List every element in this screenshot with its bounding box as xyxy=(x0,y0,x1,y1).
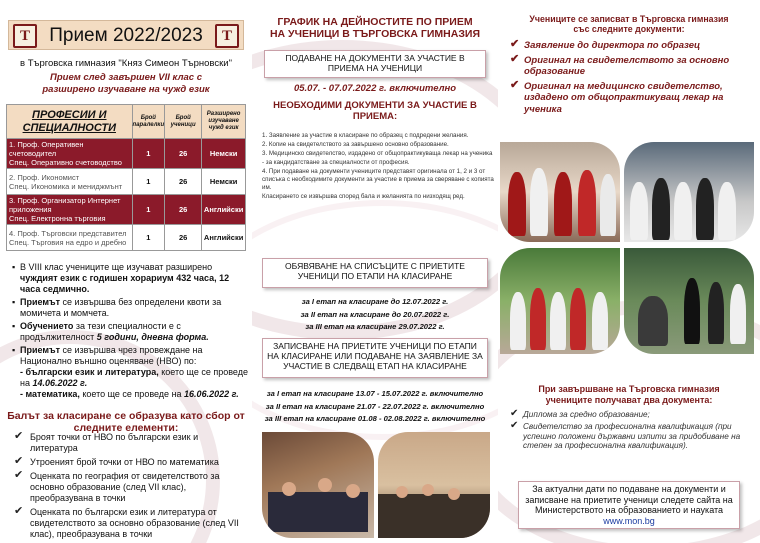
list-item xyxy=(12,262,248,295)
info-text-bold: Обучението xyxy=(20,321,74,331)
checkmark-icon: ✔ xyxy=(510,38,520,50)
exam-date: 16.06.2022 г. xyxy=(184,389,239,399)
announcement-stages xyxy=(252,296,498,334)
exam-subject: - математика, xyxy=(20,389,80,399)
checkmark-icon: ✔ xyxy=(510,52,520,65)
info-text: се извършва без определени квоти за момичета и момчета. xyxy=(20,297,222,318)
profession-name: 4. Проф. Търговски представител xyxy=(9,228,127,238)
list-item xyxy=(14,457,248,468)
table-row xyxy=(7,225,246,251)
list-item xyxy=(14,471,248,504)
table-header-classes: Брой паралелки xyxy=(132,105,165,139)
info-text-bold: Приемът xyxy=(20,297,61,307)
student-figure xyxy=(600,174,616,236)
list-item xyxy=(510,78,754,116)
student-figure xyxy=(696,178,714,240)
graduation-item-text: Диплома за средно образование; xyxy=(523,410,650,419)
checkmark-icon: ✔ xyxy=(510,419,519,431)
ministry-info-text: За актуални дати по подаване на документи и записване на приетите ученици следете сайта на Министерството на образованието и науката xyxy=(525,484,733,515)
student-figure xyxy=(550,292,566,350)
info-text: за тези специалности е с продължителност xyxy=(20,321,181,342)
enrollment-item-text: Оригинал на свидетелството за основно образование xyxy=(524,54,730,77)
stage-date: за II етап на класиране до 20.07.2022 г. xyxy=(300,309,450,319)
student-figure xyxy=(578,170,596,236)
crowd xyxy=(378,494,490,538)
score-item-text: Оценката по география от свидетелството за основно образование (след VII клас), преобразувана в точки xyxy=(30,471,220,503)
list-item xyxy=(510,52,754,78)
stage-date: за I етап на класиране до 12.07.2022 г. xyxy=(301,297,449,306)
graduation-heading-line: При завършване на Търговска гимназия xyxy=(538,384,720,394)
students-cell: 26 xyxy=(165,195,202,225)
list-item: 1. Заявление за участие в класиране по образец с подредени желания. xyxy=(262,132,469,139)
classroom-photo xyxy=(262,432,374,538)
list-item: Класирането се извършва според бала и желанията по низходящ ред. xyxy=(262,193,465,201)
student-figure xyxy=(530,168,548,236)
profession-cell xyxy=(7,195,133,225)
list-item: 3. Медицинско свидетелство, издадено от общопрактикуваща лекар на ученика - за кандидатстване за специалности от професия. xyxy=(262,150,493,166)
checkmark-icon: ✔ xyxy=(14,469,24,481)
professions-table xyxy=(6,104,246,251)
folk-costume-photo xyxy=(500,142,620,242)
stage-date: за III етап на класиране 01.08 - 02.08.2022 г. включително xyxy=(264,414,486,423)
enrollment-docs-list xyxy=(510,40,754,118)
student-figure xyxy=(508,172,526,236)
student-figure xyxy=(674,182,692,240)
list-item: 4. При подаване на документи учениците представят оригинала от 1, 2 и 3 от списъка с необходимите документи за участие в приема за сверяване с копията им. xyxy=(262,167,494,192)
list-item: 2. Копие на свидетелството за завършено основно образование. xyxy=(262,141,449,149)
student-figure xyxy=(396,486,408,498)
page-title: Прием 2022/2023 xyxy=(49,25,203,46)
profession-name: 1. Проф. Оперативен счетоводител xyxy=(9,140,84,158)
ministry-link[interactable]: www.mon.bg xyxy=(603,515,655,526)
outdoor-students-photo xyxy=(500,248,620,354)
enrollment-docs-heading xyxy=(498,14,760,34)
info-text: което ще се проведе на xyxy=(79,389,185,399)
classes-cell: 1 xyxy=(132,195,165,225)
enrollment-item-text: Заявление до директора по образец xyxy=(524,40,701,51)
students-cell: 26 xyxy=(165,169,202,195)
book-logo-icon: Т xyxy=(215,24,239,48)
graduation-heading-line: учениците получават два документа: xyxy=(545,395,713,405)
enrollment-stages xyxy=(252,388,498,426)
schedule-title-line: НА УЧЕНИЦИ В ТЪРГОВСКА ГИМНАЗИЯ xyxy=(269,28,481,40)
info-text: което ще се проведе на xyxy=(20,367,248,388)
students-cell: 26 xyxy=(165,139,202,169)
book-logo-icon: Т xyxy=(13,24,37,48)
schedule-title-line: ГРАФИК НА ДЕЙНОСТИТЕ ПО ПРИЕМ xyxy=(277,16,473,28)
graduation-heading xyxy=(498,384,760,406)
group-photo xyxy=(624,142,754,242)
student-figure xyxy=(448,488,460,500)
info-text-bold: Приемът xyxy=(20,345,61,355)
checkmark-icon: ✔ xyxy=(14,505,24,517)
table-header-language: Разширено изучаване чужд език xyxy=(202,105,246,139)
lists-announcement-box: ОБЯВЯВАНЕ НА СПИСЪЦИТЕ С ПРИЕТИТЕ УЧЕНИЦИ ПО ЕТАПИ НА КЛАСИРАНЕ xyxy=(262,258,488,288)
info-text: В VIII клас учениците ще изучават разширено xyxy=(20,262,213,272)
score-item-text: Утроеният брой точки от НВО по математика xyxy=(30,457,219,467)
checkmark-icon: ✔ xyxy=(510,78,520,91)
table-row xyxy=(7,169,246,195)
list-item xyxy=(12,297,248,319)
photographer-figure xyxy=(638,296,668,346)
checkmark-icon: ✔ xyxy=(14,455,24,467)
right-column xyxy=(498,0,760,543)
student-figure xyxy=(652,178,670,240)
graduation-item-text: Свидетелство за професионална квалификация (при успешно положени държавни изпити за придобиване на степен за професионална квалификация). xyxy=(523,421,741,451)
exam-subject: - български език и литература, xyxy=(20,367,159,377)
score-item-text: Оценката по български език и литература от свидетелството за основно образование (след VII клас), преобразувана в точки xyxy=(30,507,239,539)
profession-cell xyxy=(7,169,133,195)
submit-documents-box: ПОДАВАНЕ НА ДОКУМЕНТИ ЗА УЧАСТИЕ В ПРИЕМА НА УЧЕНИЦИ xyxy=(264,50,486,78)
middle-column xyxy=(252,0,498,543)
checkmark-icon: ✔ xyxy=(14,430,24,442)
language-cell: Английски xyxy=(202,225,246,251)
title-banner xyxy=(8,20,244,50)
school-name: в Търговска гимназия "Княз Симеон Търновски" xyxy=(20,58,232,69)
specialty-name: Спец. Икономика и мениджмънт xyxy=(9,181,123,191)
schedule-title xyxy=(252,16,498,40)
enrollment-box: ЗАПИСВАНЕ НА ПРИЕТИТЕ УЧЕНИЦИ ПО ЕТАПИ НА КЛАСИРАНЕ ИЛИ ПОДАВАНЕ НА ЗАЯВЛЕНИЕ ЗА УЧАСТИЕ В СЛЕДВАЩ ЕТАП НА КЛАСИРАНЕ xyxy=(262,338,488,378)
student-figure xyxy=(730,284,746,344)
list-item xyxy=(14,432,248,454)
computer-desk xyxy=(268,492,368,532)
student-figure xyxy=(346,484,360,498)
student-figure xyxy=(718,182,736,240)
language-cell: Английски xyxy=(202,195,246,225)
table-header-professions: ПРОФЕСИИ И СПЕЦИАЛНОСТИ xyxy=(7,105,133,139)
student-figure xyxy=(570,288,586,350)
classes-cell: 1 xyxy=(132,225,165,251)
admission-note-line: разширено изучаване на чужд език xyxy=(42,84,210,95)
required-docs-list xyxy=(262,132,494,203)
submit-dates: 05.07. - 07.07.2022 г. включително xyxy=(293,83,457,94)
classes-cell: 1 xyxy=(132,169,165,195)
student-figure xyxy=(530,288,546,350)
student-figure xyxy=(510,292,526,350)
list-item xyxy=(14,507,248,540)
graduation-docs-list xyxy=(510,410,754,453)
specialty-name: Спец. Търговия на едро и дребно xyxy=(9,237,127,247)
checkmark-icon: ✔ xyxy=(510,408,519,419)
photographer-photo xyxy=(624,248,754,354)
list-item xyxy=(12,321,248,343)
student-figure xyxy=(708,282,724,344)
table-header-students: Брой ученици xyxy=(165,105,202,139)
admission-note-line: Прием след завършен VII клас с xyxy=(50,72,202,83)
list-item xyxy=(510,410,754,420)
info-text: се извършва чрез провеждане на Национално външно оценяване (НВО) по: xyxy=(20,345,203,366)
stage-date: за I етап на класиране 13.07 - 15.07.2022 г. включително xyxy=(266,389,484,398)
stage-date: за III етап на класиране 29.07.2022 г. xyxy=(305,322,445,331)
exam-line xyxy=(20,367,248,389)
table-row xyxy=(7,139,246,169)
specialty-name: Спец. Електронна търговия xyxy=(9,214,106,223)
student-figure xyxy=(592,292,608,350)
stage-date: за II етап на класиране 21.07 - 22.07.2022 г. включително xyxy=(265,401,485,411)
student-figure xyxy=(422,484,434,496)
ministry-info-box xyxy=(518,481,740,529)
student-figure xyxy=(684,278,700,344)
score-heading: Балът за класиране се образува като сбор от следните елементи: xyxy=(7,410,245,434)
enrollment-item-text: Оригинал на медицинско свидетелство, издадено от общопрактикуващ лекар на ученика xyxy=(524,80,724,115)
info-text-bold: чуждият език с годишен хорариум 432 часа, 12 часа седмично. xyxy=(20,273,230,294)
profession-name: 2. Проф. Икономист xyxy=(9,172,80,182)
enrollment-heading-line: със следните документи: xyxy=(573,24,685,34)
profession-name: 3. Проф. Организатор Интернет приложения xyxy=(9,196,121,214)
language-cell: Немски xyxy=(202,139,246,169)
list-item xyxy=(510,40,754,52)
admission-note xyxy=(0,72,252,96)
required-docs-heading: НЕОБХОДИМИ ДОКУМЕНТИ ЗА УЧАСТИЕ В ПРИЕМА: xyxy=(273,100,477,122)
exam-line xyxy=(20,389,248,400)
score-elements-list xyxy=(14,432,248,543)
graduation-procession-photo xyxy=(378,432,490,538)
info-text-bold-italic: 5 години, дневна форма. xyxy=(96,332,209,342)
enrollment-heading-line: Учениците се записват в Търговска гимназия xyxy=(529,14,729,24)
list-item xyxy=(510,419,754,451)
left-column xyxy=(0,0,252,543)
classes-cell: 1 xyxy=(132,139,165,169)
profession-cell xyxy=(7,139,133,169)
admission-info-list xyxy=(12,262,248,402)
exam-date: 14.06.2022 г. xyxy=(32,378,88,388)
students-cell: 26 xyxy=(165,225,202,251)
score-item-text: Броят точки от НВО по български език и литература xyxy=(30,432,199,453)
table-row xyxy=(7,195,246,225)
specialty-name: Спец. Оперативно счетоводство xyxy=(9,158,122,167)
profession-cell xyxy=(7,225,133,251)
student-figure xyxy=(630,182,648,240)
list-item xyxy=(12,345,248,400)
student-figure xyxy=(554,172,572,236)
student-figure xyxy=(282,482,296,496)
language-cell: Немски xyxy=(202,169,246,195)
student-figure xyxy=(318,478,332,492)
